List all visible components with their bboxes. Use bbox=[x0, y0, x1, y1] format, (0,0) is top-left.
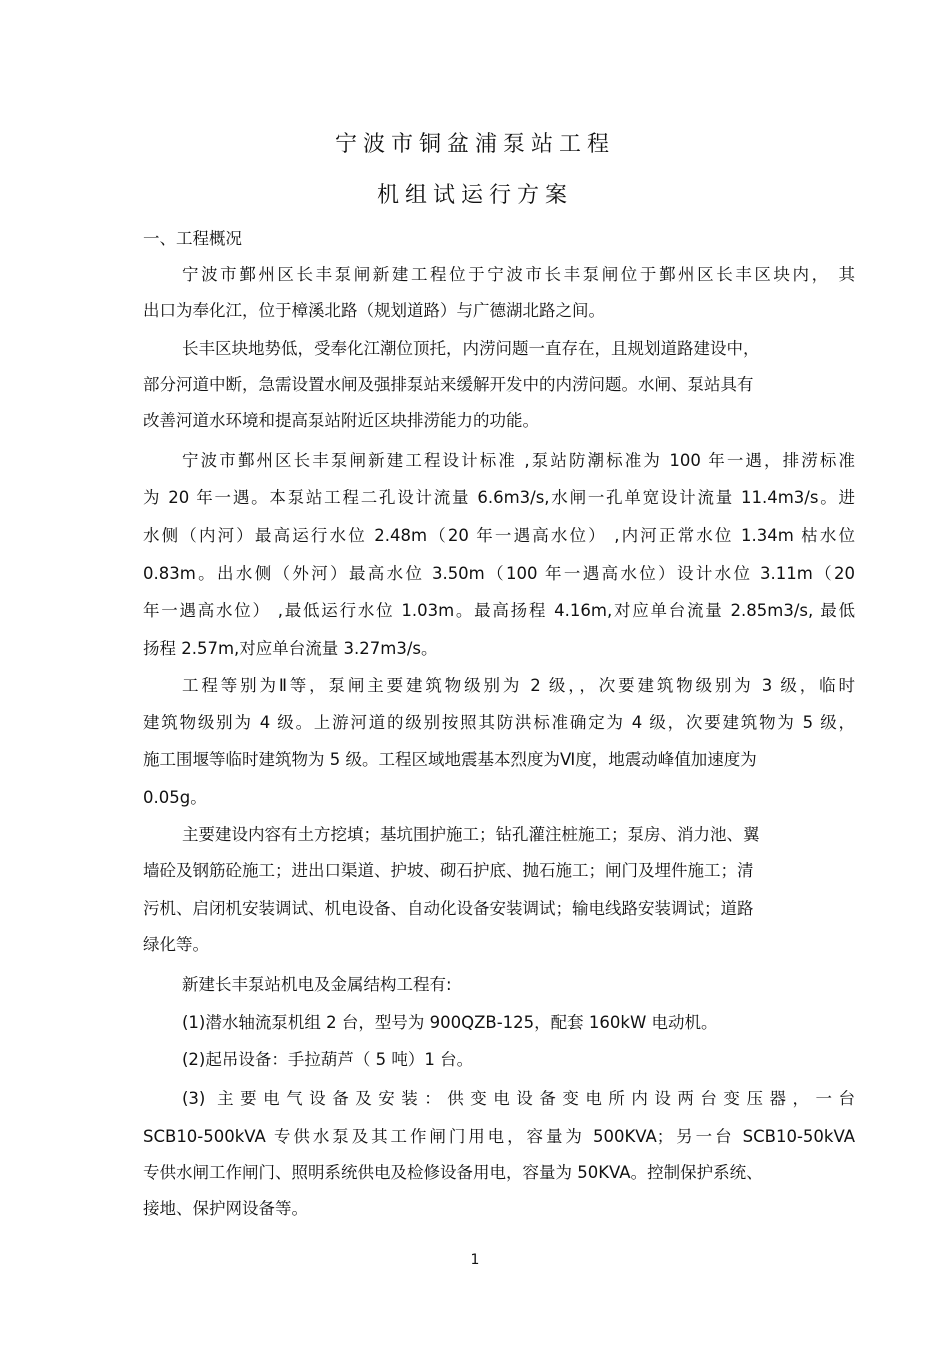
text-line: 长丰区块地势低，受奉化江潮位顶托，内涝问题一直存在，且规划道路建设中， bbox=[182, 339, 760, 358]
text-line: 墙砼及钢筋砼施工；进出口渠道、护坡、砌石护底、抛石施工；闸门及埋件施工；清 bbox=[143, 861, 754, 880]
text-line: 年一遇高水位） ,最低运行水位 1.03m。最高扬程 4.16m,对应单台流量 2.85m3/s, 最低 bbox=[143, 601, 855, 620]
text-line: 水侧（内河）最高运行水位 2.48m（20 年一遇高水位） ,内河正常水位 1.34m 枯水位 bbox=[143, 526, 855, 545]
text-line: 污机、启闭机安装调试、机电设备、自动化设备安装调试；输电线路安装调试；道路 bbox=[143, 899, 754, 918]
text-line: SCB10-500kVA 专供水泵及其工作闸门用电，容量为 500KVA；另一台 SCB10-50kVA bbox=[143, 1127, 855, 1146]
text-line: 绿化等。 bbox=[143, 935, 209, 954]
text-line: 专供水闸工作闸门、照明系统供电及检修设备用电，容量为 50KVA。控制保护系统、 bbox=[143, 1163, 763, 1182]
text-line: 宁波市鄞州区长丰泵闸新建工程设计标准 ,泵站防潮标准为 100 年一遇，排涝标准 bbox=[182, 451, 855, 470]
text-line: 施工围堰等临时建筑物为 5 级。工程区域地震基本烈度为Ⅵ度，地震动峰值加速度为 bbox=[143, 750, 757, 769]
text-line: 主要建设内容有土方挖填；基坑围护施工；钻孔灌注桩施工；泵房、消力池、翼 bbox=[182, 825, 760, 844]
text-line: 接地、保护网设备等。 bbox=[143, 1199, 308, 1218]
text-line: 为 20 年一遇。本泵站工程二孔设计流量 6.6m3/s,水闸一孔单宽设计流量 11.4m3/s。进 bbox=[143, 488, 855, 507]
text-line: 出口为奉化江，位于樟溪北路（规划道路）与广德湖北路之间。 bbox=[143, 301, 605, 320]
text-line: (1)潜水轴流泵机组 2 台，型号为 900QZB-125，配套 160kW 电动机。 bbox=[182, 1013, 718, 1032]
text-line: 部分河道中断，急需设置水闸及强排泵站来缓解开发中的内涝问题。水闸、泵站具有 bbox=[143, 375, 754, 394]
text-line: 新建长丰泵站机电及金属结构工程有: bbox=[182, 975, 452, 994]
text-line: (3) 主要电气设备及安装：供变电设备变电所内设两台变压器，一台 bbox=[182, 1089, 855, 1108]
text-line: 0.05g。 bbox=[143, 788, 207, 807]
document-title: 宁波市铜盆浦泵站工程 bbox=[334, 132, 615, 157]
text-line: 宁波市鄞州区长丰泵闸新建工程位于宁波市长丰泵闸位于鄞州区长丰区块内， 其 bbox=[182, 265, 855, 284]
document-subtitle: 机组试运行方案 bbox=[376, 183, 573, 208]
text-line: (2)起吊设备：手拉葫芦（ 5 吨）1 台。 bbox=[182, 1050, 474, 1069]
text-line: 建筑物级别为 4 级。上游河道的级别按照其防洪标准确定为 4 级，次要建筑物为 5 级， bbox=[143, 713, 855, 732]
section-heading: 一、工程概况 bbox=[143, 229, 242, 248]
page-number: 1 bbox=[470, 1252, 480, 1268]
text-line: 0.83m。出水侧（外河）最高水位 3.50m（100 年一遇高水位）设计水位 3.11m（20 bbox=[143, 564, 855, 583]
text-line: 扬程 2.57m,对应单台流量 3.27m3/s。 bbox=[143, 639, 438, 658]
text-line: 改善河道水环境和提高泵站附近区块排涝能力的功能。 bbox=[143, 411, 539, 430]
text-line: 工程等别为Ⅱ等，泵闸主要建筑物级别为 2 级，，次要建筑物级别为 3 级，临时 bbox=[182, 676, 855, 695]
